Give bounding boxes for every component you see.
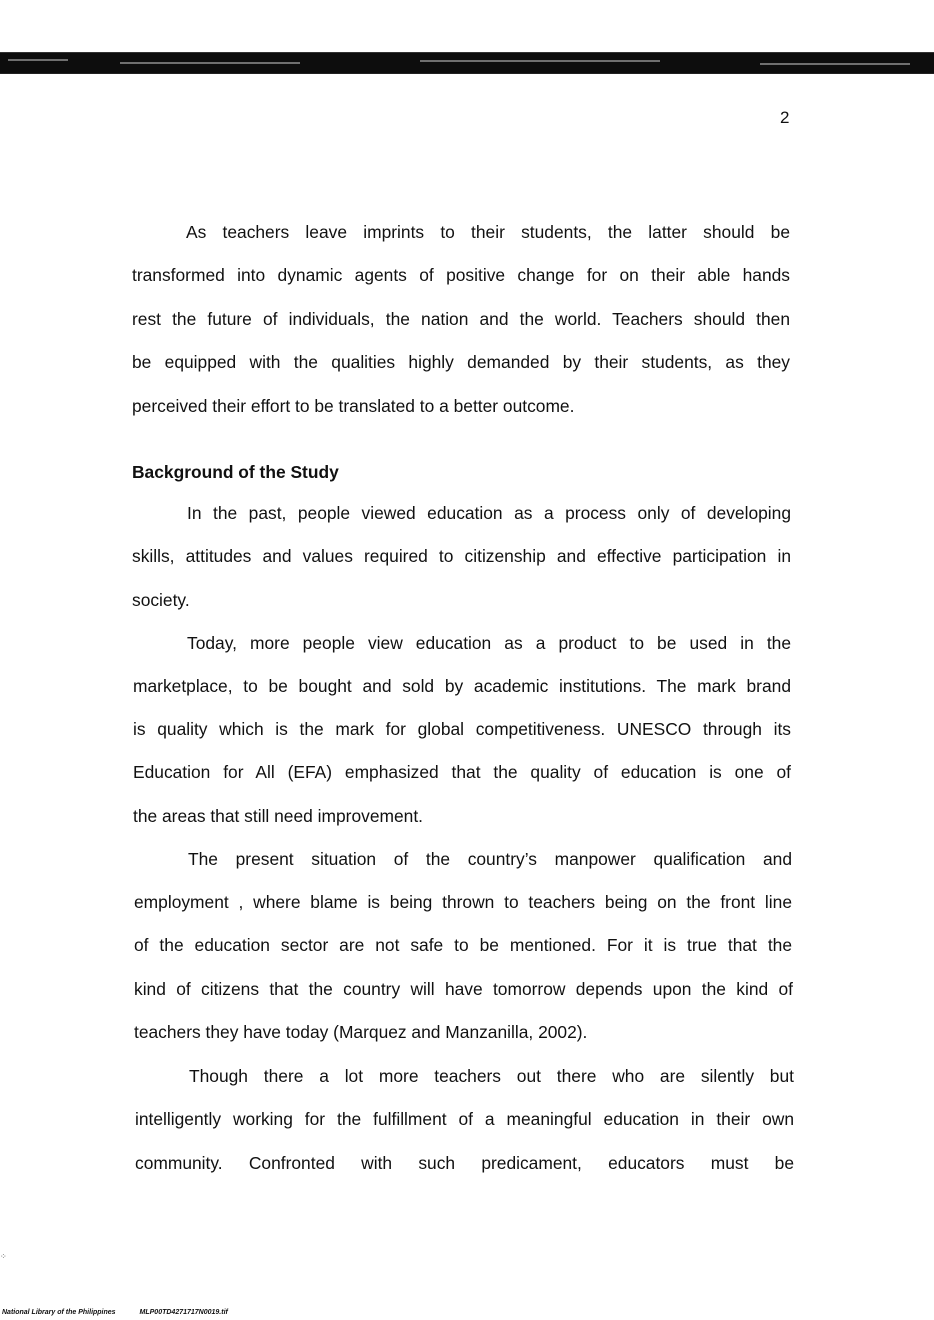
paragraph-line: kind of citizens that the country will have tomorrow depends upon the kind of [134, 979, 793, 999]
paragraph-line: Today, more people view education as a product to be used in the [187, 633, 791, 653]
scan-artifact-bar [0, 52, 934, 74]
scan-margin-mark: ⁘ [0, 1252, 7, 1261]
paragraph-line: rest the future of individuals, the nation and the world. Teachers should then [132, 309, 790, 329]
section-heading: Background of the Study [132, 462, 339, 482]
paragraph-line: skills, attitudes and values required to citizenship and effective participation in [132, 546, 791, 566]
paragraph-line: The present situation of the country’s manpower qualification and [188, 849, 792, 869]
paragraph-line: is quality which is the mark for global competitiveness. UNESCO through its [133, 719, 791, 739]
scan-footer [2, 1309, 250, 1316]
paragraph-line: intelligently working for the fulfillment of a meaningful education in their own [135, 1109, 794, 1129]
paragraph-line: In the past, people viewed education as a process only of developing [187, 503, 791, 523]
paragraph-line: perceived their effort to be translated to a better outcome. [132, 396, 575, 416]
paragraph-line: marketplace, to be bought and sold by academic institutions. The mark brand [133, 676, 791, 696]
footer-library: National Library of the Philippines [2, 1309, 116, 1316]
paragraph-line: transformed into dynamic agents of positive change for on their able hands [132, 265, 790, 285]
page-number: 2 [780, 108, 790, 127]
footer-file-id: MLP00TD4271717N0019.tif [139, 1309, 228, 1316]
paragraph-line: employment , where blame is being thrown to teachers being on the front line [134, 892, 792, 912]
paragraph-line: Though there a lot more teachers out there who are silently but [189, 1066, 794, 1086]
paragraph-line: be equipped with the qualities highly demanded by their students, as they [132, 352, 790, 372]
paragraph-line: the areas that still need improvement. [133, 806, 423, 826]
paragraph-line: As teachers leave imprints to their students, the latter should be [186, 222, 790, 242]
paragraph-line: teachers they have today (Marquez and Manzanilla, 2002). [134, 1022, 588, 1042]
paragraph-line: Education for All (EFA) emphasized that the quality of education is one of [133, 762, 791, 782]
paragraph-line: of the education sector are not safe to be mentioned. For it is true that the [134, 935, 792, 955]
paragraph-line: society. [132, 590, 190, 610]
paragraph-line: community. Confronted with such predicament, educators must be [135, 1153, 794, 1173]
